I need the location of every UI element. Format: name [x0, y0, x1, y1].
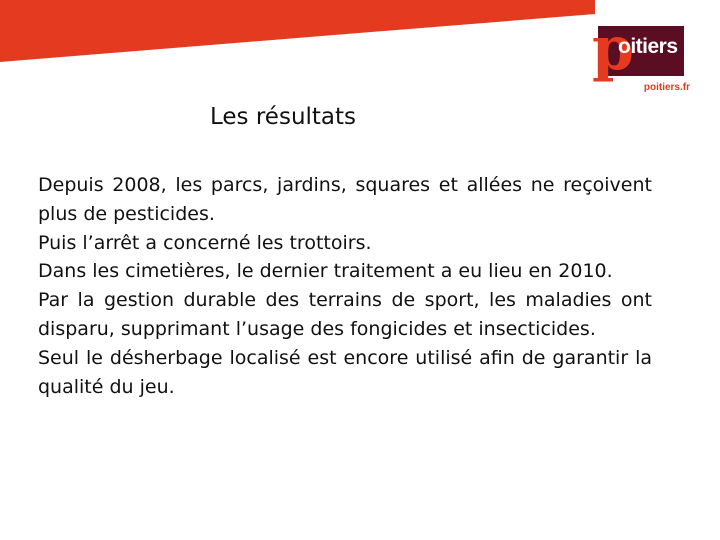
logo-tagline: poitiers.fr [643, 82, 690, 93]
body-line: Par la gestion durable des terrains de sport, les maladies ont [38, 289, 652, 312]
logo-wordmark: oitiers [618, 35, 678, 58]
body-line: Dans les cimetières, le dernier traitement a eu lieu en 2010. [38, 260, 613, 283]
body-line: Puis l’arrêt a concerné les trottoirs. [38, 231, 372, 254]
body-line: disparu, supprimant l’usage des fongicides et insecticides. [38, 317, 596, 340]
body-line: Seul le désherbage localisé est encore utilisé afin de garantir la [38, 346, 652, 369]
slide-title: Les résultats [210, 104, 357, 130]
body-line: qualité du jeu. [38, 375, 175, 398]
body-text [38, 171, 652, 401]
logo-initial: p [592, 14, 634, 84]
poitiers-logo [592, 14, 692, 98]
body-line: plus de pesticides. [38, 202, 215, 225]
red-diagonal-band [0, 0, 595, 62]
body-line: Depuis 2008, les parcs, jardins, squares et allées ne reçoivent [38, 174, 652, 196]
